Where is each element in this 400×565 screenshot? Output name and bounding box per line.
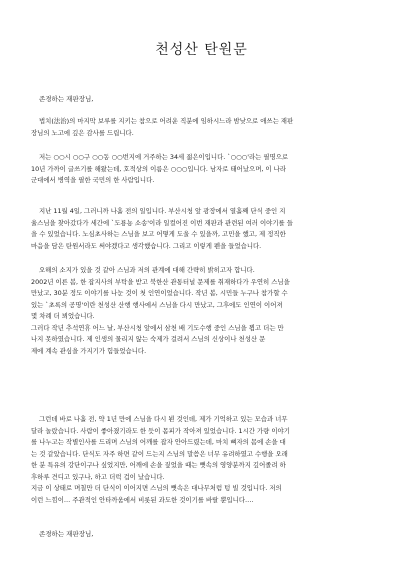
salutation-top: 존경하는 재판장님, xyxy=(39,95,94,103)
paragraph-line: 후하루 견디고 있구나, 하고 더럭 겁이 났습니다. xyxy=(31,472,165,481)
paragraph-line: 한 분 특유의 강단이구나 싶었지만, 어깨에 손을 짚었을 때는 뼛속의 영양분까지 깊어졸려 하 xyxy=(31,461,286,469)
paragraph-line: 법치(法治)의 마지막 보루를 지키는 참으로 어려운 직분에 임하시느라 밤낮으로 애쓰는 재판 xyxy=(39,117,294,125)
paragraph-line: 있는 `초록의 공명'이란 천성산 산행 행사에서 스님을 다시 만났고, 그후에도 인연이 이어져 xyxy=(31,300,283,309)
paragraph-line: 달라 놀랐습니다. 사람이 좋아졌기라도 한 듯이 몸피가 작아져 있었습니다. 1시간 가량 이야기 xyxy=(31,426,290,435)
paragraph-line: 제에 계속 관심을 가지기가 힘들었습니다. xyxy=(31,346,147,355)
document-title: 천성산 탄원문 xyxy=(155,42,248,58)
paragraph-line: 군대에서 병역을 필한 국민의 한 사람입니다. xyxy=(31,176,155,184)
paragraph-line: 는 것 같았습니다. 단식도 자주 하면 같이 드는지 스님의 말씀은 너무 유려하였고 수행을 오래 xyxy=(31,449,288,458)
paragraph-line: 를 나누고는 작별인사를 드리며 스님의 어깨를 잡자 안아드렸는데, 마치 뼈자의 몸에 손을 대 xyxy=(31,438,286,446)
paragraph-line: 장님의 노고에 깊은 감사를 드립니다. xyxy=(31,128,134,137)
paragraph-line: 2002년 이른 봄, 한 잡지사의 부탁을 받고 북한산 관통터널 문제를 취재하다가 우연히 스님을 xyxy=(31,277,290,286)
paragraph-line: 마음을 담은 탄원서라도 써야겠다고 생각했습니다. 그리고 이렇게 펜을 들었습니다. xyxy=(31,241,262,250)
paragraph-line: 을 수 있었습니다. 노심초사하는 스님을 보고 어떻게 도울 수 있을까, 고민을 했고, 제 정직한 xyxy=(31,230,286,238)
paragraph-line: 이런 느낌이… 주관적인 안타까움에서 비롯된 과도한 것이기를 바랄 뿐입니다…. xyxy=(31,495,254,504)
paragraph-line: 나지 못하였습니다. 제 인생의 물리지 않는 숙제가 걸려서 스님의 신상이나 천성산 문 xyxy=(31,335,266,343)
paragraph-line: 만났고, 30분 정도 이야기를 나눈 것이 첫 인연이었습니다. 작년 봄, 시민들 누구나 참가할 수 xyxy=(31,289,288,297)
paragraph-3 xyxy=(31,206,372,252)
paragraph-line: 저는 ○○시 ○○구 ○○동 ○○번지에 거주하는 34세 젊은이입니다. `○○○'라는 필명으로 xyxy=(39,153,289,161)
paragraph-1 xyxy=(31,116,372,139)
salutation-bottom: 존경하는 재판장님, xyxy=(39,530,94,538)
paragraph-line: 그런데 바로 나흘 전, 약 1년 만에 스님을 다시 뵌 것인데, 제가 기억하고 있는 모습과 너무 xyxy=(39,415,288,423)
paragraph-line: 율스님을 찾아갔다가 세간에 `도룡뇽 소송'이라 일컬어진 이번 재판과 관련된 여러 이야기를 들 xyxy=(31,218,293,227)
paragraph-5 xyxy=(31,414,372,506)
paragraph-4 xyxy=(31,265,372,357)
paragraph-line: 그러다 작년 추석연휴 어느 날, 부산시청 앞에서 삼천 배 기도수행 중인 스님을 뵙고 더는 만 xyxy=(31,323,284,332)
paragraph-line: 지금 이 상태로 며칠만 더 단식이 이어지면 스님의 뼛속은 대나무처럼 텅 빌 것입니다. 저의 xyxy=(31,484,282,492)
paragraph-line: 10년 가까이 글쓰기를 해왔는데, 호적상의 이름은 ○○○입니다. 남자로 태어났으며, 이 나라 xyxy=(31,164,286,173)
paragraph-line: 몇 차례 더 뵈었습니다. xyxy=(31,312,95,320)
paragraph-line: 지난 11월 4일, 그러니까 나흘 전의 일입니다. 부산시청 앞 광장에서 열흘째 단식 중인 지 xyxy=(39,207,286,215)
paragraph-line: 오해의 소지가 있을 것 같아 스님과 저의 관계에 대해 간략히 밝히고자 합니다. xyxy=(39,266,255,274)
paragraph-2 xyxy=(31,152,372,187)
